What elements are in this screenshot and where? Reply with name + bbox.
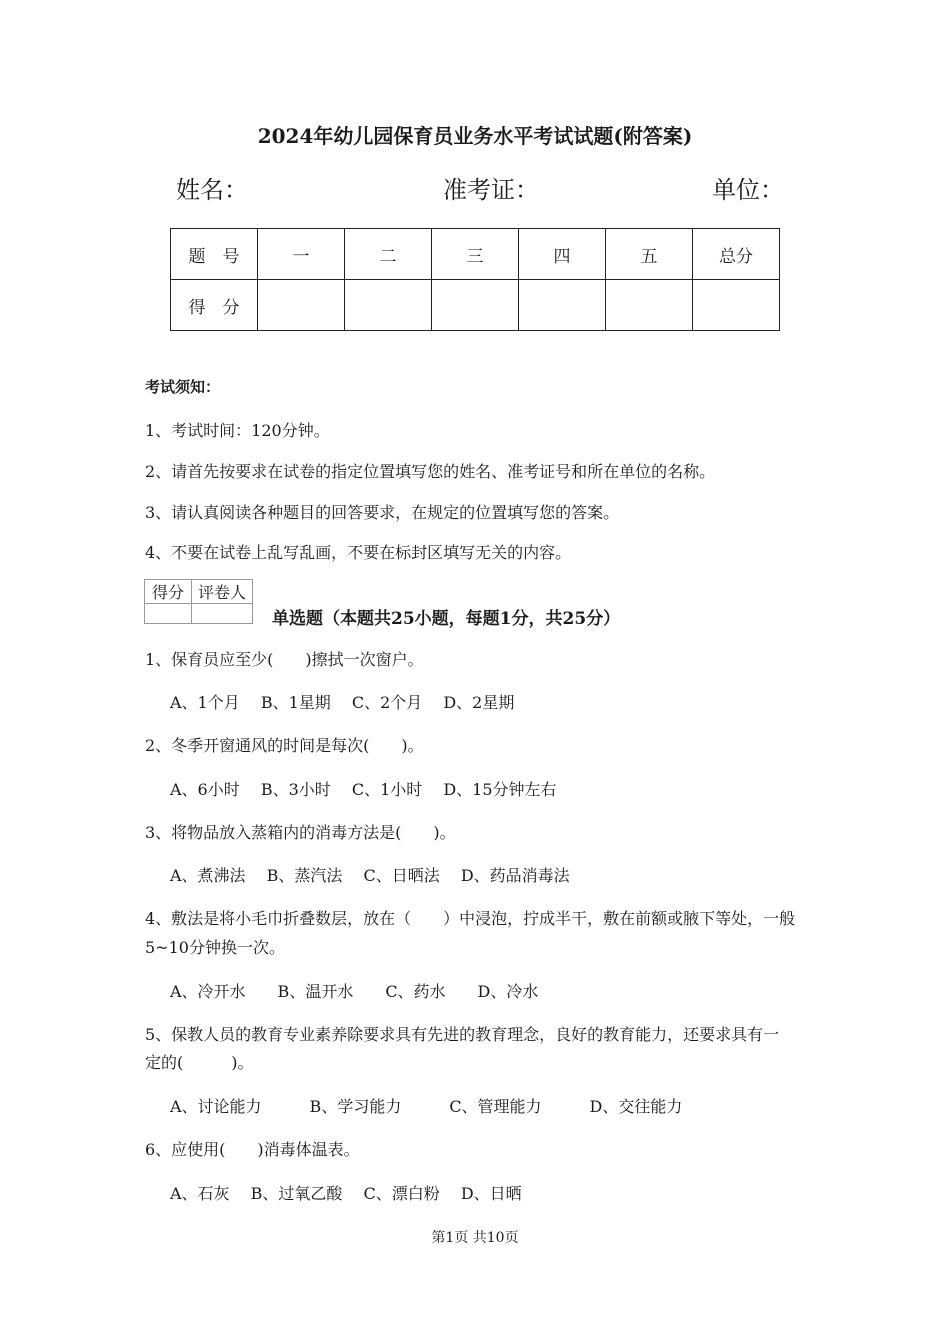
grader-box-grader-cell[interactable] — [192, 604, 253, 624]
page-title: 2024年幼儿园保育员业务水平考试试题(附答案) — [257, 124, 693, 148]
score-table — [170, 228, 780, 331]
score-table-header-row — [171, 229, 780, 280]
grader-box — [144, 579, 253, 624]
note-item: 3、请认真阅读各种题目的回答要求，在规定的位置填写您的答案。 — [145, 503, 620, 522]
question-text: 1、保育员应至少( )擦拭一次窗户。 — [145, 650, 424, 669]
unit-field-label: 单位： — [712, 176, 784, 204]
grader-box-score-cell[interactable] — [145, 604, 192, 624]
page-footer: 第1页 共10页 — [431, 1230, 519, 1246]
score-table-header-cell: 五 — [606, 229, 693, 280]
score-cell[interactable] — [258, 280, 345, 331]
score-table-header-cell: 题 号 — [171, 229, 258, 280]
note-item: 2、请首先按要求在试卷的指定位置填写您的姓名、准考证号和所在单位的名称。 — [145, 462, 716, 481]
question-text-continued: 定的( )。 — [145, 1053, 254, 1072]
question-options: A、1个月 B、1星期 C、2个月 D、2星期 — [170, 693, 515, 712]
score-table-header-cell: 二 — [345, 229, 432, 280]
question-options: A、冷开水 B、温开水 C、药水 D、冷水 — [170, 982, 539, 1001]
exam-id-field-label: 准考证： — [443, 176, 539, 204]
name-field-label: 姓名： — [176, 176, 248, 204]
score-cell[interactable] — [606, 280, 693, 331]
note-item: 4、不要在试卷上乱写乱画，不要在标封区填写无关的内容。 — [145, 543, 572, 562]
question-text: 4、敷法是将小毛巾折叠数层，放在（ ）中浸泡，拧成半干，敷在前额或腋下等处，一般 — [145, 909, 796, 928]
grader-box-score-label: 得分 — [145, 580, 192, 604]
question-text: 2、冬季开窗通风的时间是每次( )。 — [145, 736, 424, 755]
question-options: A、煮沸法 B、蒸汽法 C、日晒法 D、药品消毒法 — [170, 866, 570, 885]
score-table-score-row — [171, 280, 780, 331]
score-table-header-cell: 四 — [519, 229, 606, 280]
question-options: A、讨论能力 B、学习能力 C、管理能力 D、交往能力 — [170, 1097, 683, 1116]
question-text-continued: 5~10分钟换一次。 — [145, 938, 285, 957]
score-table-header-cell: 三 — [432, 229, 519, 280]
question-options: A、石灰 B、过氧乙酸 C、漂白粉 D、日晒 — [170, 1184, 522, 1203]
score-cell[interactable] — [519, 280, 606, 331]
note-item: 1、考试时间：120分钟。 — [145, 421, 330, 440]
question-text: 6、应使用( )消毒体温表。 — [145, 1140, 360, 1159]
question-text: 3、将物品放入蒸箱内的消毒方法是( )。 — [145, 823, 456, 842]
section-title: 单选题（本题共25小题，每题1分，共25分） — [272, 609, 621, 629]
score-cell[interactable] — [693, 280, 780, 331]
score-cell[interactable] — [432, 280, 519, 331]
question-text: 5、保教人员的教育专业素养除要求具有先进的教育理念，良好的教育能力，还要求具有一 — [145, 1025, 780, 1044]
score-cell[interactable] — [345, 280, 432, 331]
question-options: A、6小时 B、3小时 C、1小时 D、15分钟左右 — [170, 780, 557, 799]
notes-heading: 考试须知： — [145, 378, 221, 396]
score-table-header-cell: 一 — [258, 229, 345, 280]
grader-box-grader-label: 评卷人 — [192, 580, 253, 604]
score-table-header-cell: 总分 — [693, 229, 780, 280]
score-row-label: 得 分 — [171, 280, 258, 331]
